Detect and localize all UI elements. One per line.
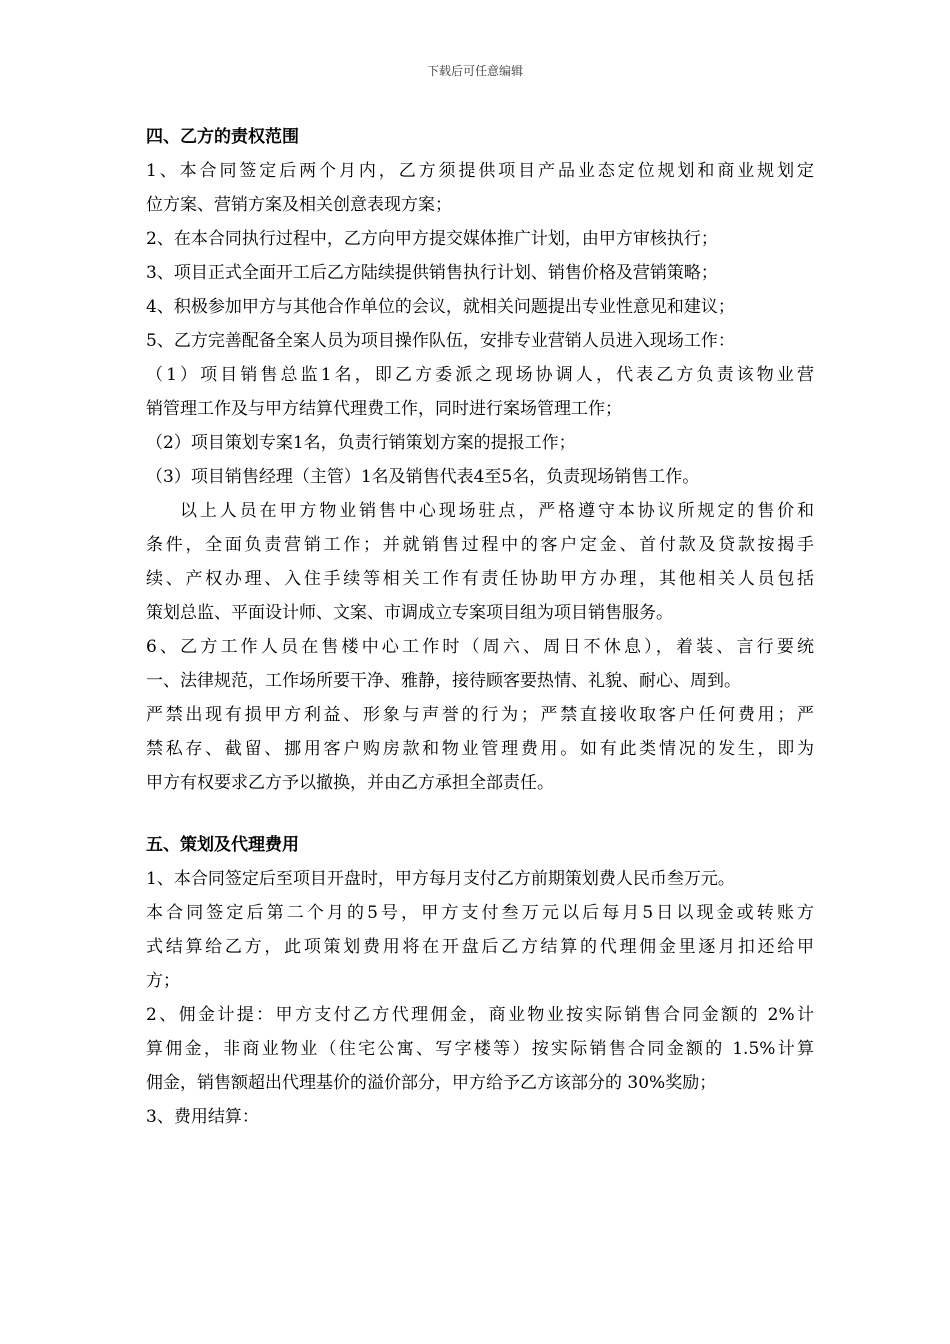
paragraph-line: 策划总监、平面设计师、文案、市调成立专案项目组为项目销售服务。	[146, 603, 673, 623]
paragraph-line: 严禁出现有损甲方利益、形象与声誉的行为；严禁直接收取客户任何费用；严	[146, 705, 814, 725]
paragraph-line: 续、产权办理、入住手续等相关工作有责任协助甲方办理，其他相关人员包括	[146, 569, 814, 589]
paragraph-line: 算佣金，非商业物业（住宅公寓、写字楼等）按实际销售合同金额的 1.5%计算	[146, 1039, 814, 1059]
paragraph-line: 1、本合同签定后两个月内，乙方须提供项目产品业态定位规划和商业规划定	[146, 161, 814, 181]
paragraph-line: 5、乙方完善配备全案人员为项目操作队伍，安排专业营销人员进入现场工作：	[146, 331, 735, 351]
section-4-title: 四、乙方的责权范围	[146, 127, 299, 147]
paragraph-line: 以上人员在甲方物业销售中心现场驻点，严格遵守本协议所规定的售价和	[180, 501, 814, 521]
paragraph-line: （1）项目销售总监1名，即乙方委派之现场协调人，代表乙方负责该物业营	[146, 365, 814, 385]
paragraph-line: 佣金，销售额超出代理基价的溢价部分，甲方给予乙方该部分的 30%奖励；	[146, 1073, 717, 1093]
paragraph-line: 禁私存、截留、挪用客户购房款和物业管理费用。如有此类情况的发生，即为	[146, 739, 814, 759]
paragraph-line: 条件，全面负责营销工作；并就销售过程中的客户定金、首付款及贷款按揭手	[146, 535, 814, 555]
paragraph-line: 2、佣金计提：甲方支付乙方代理佣金，商业物业按实际销售合同金额的 2%计	[146, 1005, 814, 1025]
section-5-title: 五、策划及代理费用	[146, 835, 299, 855]
paragraph-line: 甲方有权要求乙方予以撤换，并由乙方承担全部责任。	[146, 773, 554, 793]
paragraph-line: 式结算给乙方，此项策划费用将在开盘后乙方结算的代理佣金里逐月扣还给甲	[146, 937, 814, 957]
paragraph-line: 位方案、营销方案及相关创意表现方案；	[146, 195, 452, 215]
paragraph-line: （3）项目销售经理（主管）1名及销售代表4至5名，负责现场销售工作。	[146, 467, 700, 487]
paragraph-line: 2、在本合同执行过程中，乙方向甲方提交媒体推广计划，由甲方审核执行；	[146, 229, 718, 249]
section-gap	[146, 800, 814, 828]
paragraph-line: 6、乙方工作人员在售楼中心工作时（周六、周日不休息），着装、言行要统	[146, 637, 814, 657]
paragraph-line: 销管理工作及与甲方结算代理费工作，同时进行案场管理工作；	[146, 399, 622, 419]
paragraph-line: 3、费用结算：	[146, 1107, 259, 1127]
page-header: 下载后可任意编辑	[426, 64, 523, 78]
paragraph-line: （2）项目策划专案1名，负责行销策划方案的提报工作；	[146, 433, 576, 453]
paragraph-line: 本合同签定后第二个月的5号，甲方支付叁万元以后每月5日以现金或转账方	[146, 903, 814, 923]
paragraph-line: 方；	[146, 971, 180, 991]
document-body	[146, 120, 814, 1134]
paragraph-line: 3、项目正式全面开工后乙方陆续提供销售执行计划、销售价格及营销策略；	[146, 263, 718, 283]
paragraph-line: 4、积极参加甲方与其他合作单位的会议，就相关问题提出专业性意见和建议；	[146, 297, 735, 317]
paragraph-line: 一、法律规范，工作场所要干净、雅静，接待顾客要热情、礼貌、耐心、周到。	[146, 671, 741, 691]
paragraph-line: 1、本合同签定后至项目开盘时，甲方每月支付乙方前期策划费人民币叁万元。	[146, 869, 735, 889]
